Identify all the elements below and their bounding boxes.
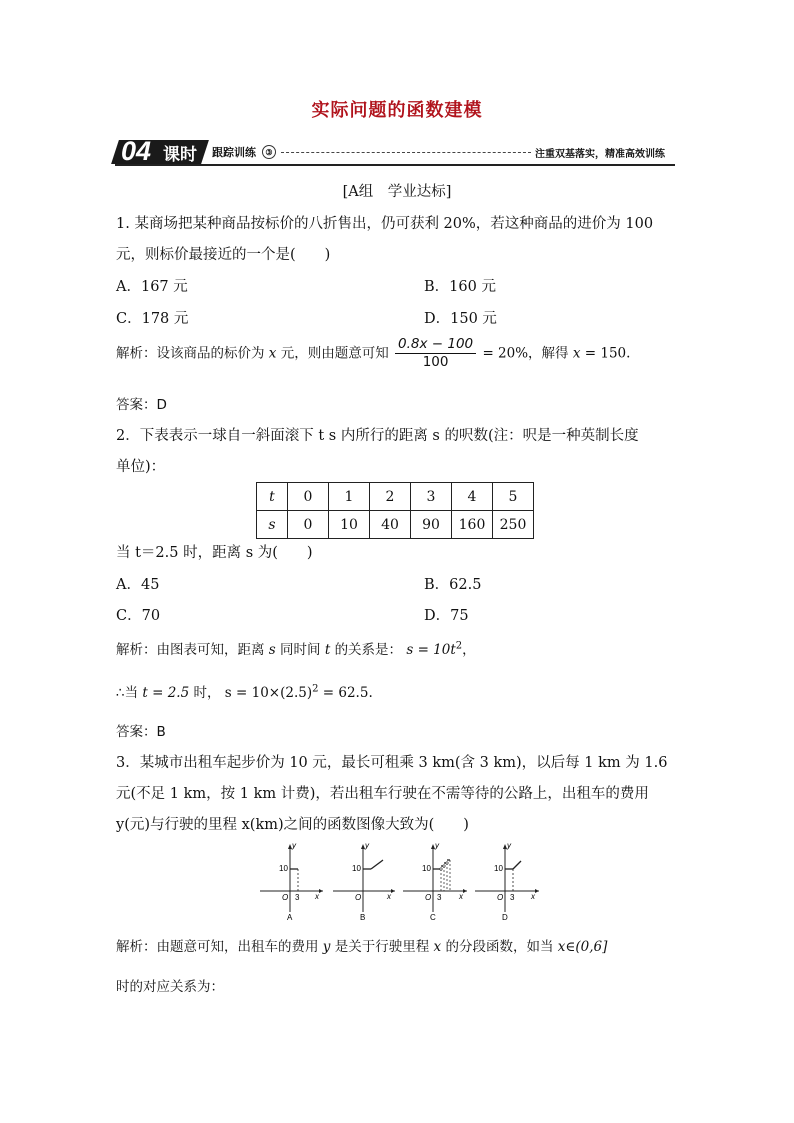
q1-sol-eq: = 20%，解得 — [482, 345, 569, 362]
graph-label: C — [430, 913, 436, 922]
q3-line1: 3．某城市出租车起步价为 10 元，最长可租乘 3 km(含 3 km)，以后每 1 km 为 1.6 — [116, 755, 668, 771]
banner-word: 课时 — [163, 145, 197, 164]
q2-option-a: A．45 — [116, 577, 160, 593]
graph-a — [260, 841, 323, 922]
q3-sol-var-y: y — [322, 939, 331, 955]
q1-option-c: C．178 元 — [116, 311, 189, 327]
x-label: x — [459, 892, 463, 901]
table-cell: 160 — [452, 511, 493, 539]
x-arrow — [391, 889, 395, 893]
q1-sol-prefix: 解析：设该商品的标价为 — [116, 345, 265, 362]
table-cell: t — [257, 483, 288, 511]
q2-sol2-formula: s = 10×(2.5) — [224, 685, 313, 701]
y-label: y — [365, 841, 369, 850]
banner-rule — [115, 164, 675, 166]
open-point — [446, 862, 448, 864]
y-label: y — [292, 841, 296, 850]
q2-sol2-cond: t = 2.5 — [142, 685, 190, 701]
group-label: [A组 学业达标] — [342, 184, 452, 200]
q3-line2: 元(不足 1 km，按 1 km 计费)，若出租车行驶在不需等待的公路上，出租车的费用 — [116, 786, 649, 802]
q1-option-a: A．167 元 — [116, 279, 188, 295]
origin-label: O — [282, 893, 289, 902]
q3-sol-cond: x∈(0,6] — [557, 939, 608, 955]
table-cell: 1 — [329, 483, 370, 511]
origin-label: O — [497, 893, 504, 902]
q1-line1: 1. 某商场把某种商品按标价的八折售出，仍可获利 20%，若这种商品的进价为 100 — [116, 216, 654, 232]
q2-sol2-exponent: 2 — [312, 683, 319, 695]
q3-sol-prefix: 解析：由题意可知，出租车的费用 — [116, 939, 319, 955]
x-label: x — [531, 892, 535, 901]
segment — [371, 860, 383, 869]
q2-question: 当 t＝2.5 时，距离 s 为( ) — [116, 545, 313, 561]
q2-sol1-exponent: 2 — [455, 640, 463, 652]
q1-option-d: D．150 元 — [424, 311, 497, 327]
segment — [513, 861, 521, 869]
q2-line2: 单位)： — [116, 459, 166, 475]
q2-line1: 2．下表表示一球自一斜面滚下 t s 内所行的距离 s 的呎数(注：呎是一种英制长度 — [116, 428, 639, 444]
q2-sol1-formula: s = 10t — [406, 642, 456, 658]
q1-answer: 答案：D — [116, 397, 167, 413]
q2-option-b: B．62.5 — [424, 577, 482, 593]
x-arrow — [535, 889, 539, 893]
table-cell: s — [257, 511, 288, 539]
y-label: y — [507, 841, 511, 850]
x-label: x — [315, 892, 319, 901]
q1-sol-mid: 元，则由题意可知 — [280, 345, 389, 362]
x-tick: 3 — [295, 893, 300, 902]
table-cell: 10 — [329, 511, 370, 539]
x-arrow — [463, 889, 467, 893]
lesson-banner — [115, 138, 675, 168]
banner-dash-line — [281, 152, 531, 153]
banner-number: 04 — [121, 136, 152, 166]
q2-sol1-var-s: s — [268, 642, 276, 658]
q2-sol2-mid: 时， — [193, 685, 221, 701]
y-tick: 10 — [279, 864, 288, 873]
q2-answer: 答案：B — [116, 724, 166, 740]
q1-fraction-numerator: 0.8x − 100 — [395, 336, 476, 354]
q3-solution-line1 — [116, 935, 607, 955]
page-title: 实际问题的函数建模 — [311, 100, 483, 121]
q1-fraction — [395, 336, 476, 371]
banner-slogan: 注重双基落实，精准高效训练 — [535, 149, 665, 160]
table-cell: 250 — [493, 511, 534, 539]
y-tick: 10 — [352, 864, 361, 873]
q2-sol2-prefix: ∴当 — [116, 685, 139, 701]
table-cell: 5 — [493, 483, 534, 511]
graph-d — [475, 841, 539, 922]
q1-option-b: B．160 元 — [424, 279, 496, 295]
q3-sol-var-x: x — [433, 939, 442, 955]
q2-sol1-var-t: t — [324, 642, 331, 658]
q1-line2: 元，则标价最接近的一个是( ) — [116, 247, 331, 263]
table-row — [257, 511, 534, 539]
q3-sol-mid: 是关于行驶里程 — [334, 939, 430, 955]
table-cell: 4 — [452, 483, 493, 511]
banner-circle-number: ③ — [262, 145, 276, 159]
table-cell: 40 — [370, 511, 411, 539]
q3-sol-mid2: 的分段函数，如当 — [445, 939, 554, 955]
q2-solution-line2 — [116, 681, 373, 701]
q2-sol1-mid: 同时间 — [280, 642, 321, 658]
x-label: x — [387, 892, 391, 901]
q2-sol1-rel: 的关系是： — [334, 642, 403, 658]
table-cell: 90 — [411, 511, 452, 539]
origin-label: O — [355, 893, 362, 902]
q2-sol1-end: ， — [462, 642, 476, 658]
q1-solution — [116, 336, 630, 371]
x-arrow — [319, 889, 323, 893]
graph-b — [333, 841, 395, 922]
x-tick: 3 — [510, 893, 515, 902]
y-tick: 10 — [494, 864, 503, 873]
q3-solution-line2: 时的对应关系为： — [116, 979, 224, 995]
open-point — [440, 868, 442, 870]
q1-sol-end: = 150. — [584, 345, 631, 362]
q2-sol2-end: = 62.5. — [322, 685, 373, 701]
q1-sol-var: x — [268, 345, 277, 362]
q2-solution-line1 — [116, 638, 476, 658]
graph-c — [403, 841, 467, 922]
q3-line3: y(元)与行驶的里程 x(km)之间的函数图像大致为( ) — [116, 817, 469, 833]
q1-fraction-denominator: 100 — [422, 354, 449, 370]
q2-option-d: D．75 — [424, 608, 469, 624]
x-tick: 3 — [437, 893, 442, 902]
graph-label: B — [360, 913, 366, 922]
table-cell: 0 — [288, 511, 329, 539]
graph-label: A — [287, 913, 293, 922]
table-cell: 2 — [370, 483, 411, 511]
y-tick: 10 — [422, 864, 431, 873]
graph-label: D — [502, 913, 508, 922]
table-cell: 3 — [411, 483, 452, 511]
table-row — [257, 483, 534, 511]
q2-sol1-prefix: 解析：由图表可知，距离 — [116, 642, 265, 658]
q1-sol-var2: x — [572, 345, 581, 362]
banner-subtitle: 跟踪训练 — [212, 146, 256, 159]
y-label: y — [435, 841, 439, 850]
q3-graphs-figure — [255, 840, 555, 922]
distance-table — [256, 482, 534, 539]
open-point — [443, 865, 445, 867]
origin-label: O — [425, 893, 432, 902]
q2-option-c: C．70 — [116, 608, 161, 624]
table-cell: 0 — [288, 483, 329, 511]
